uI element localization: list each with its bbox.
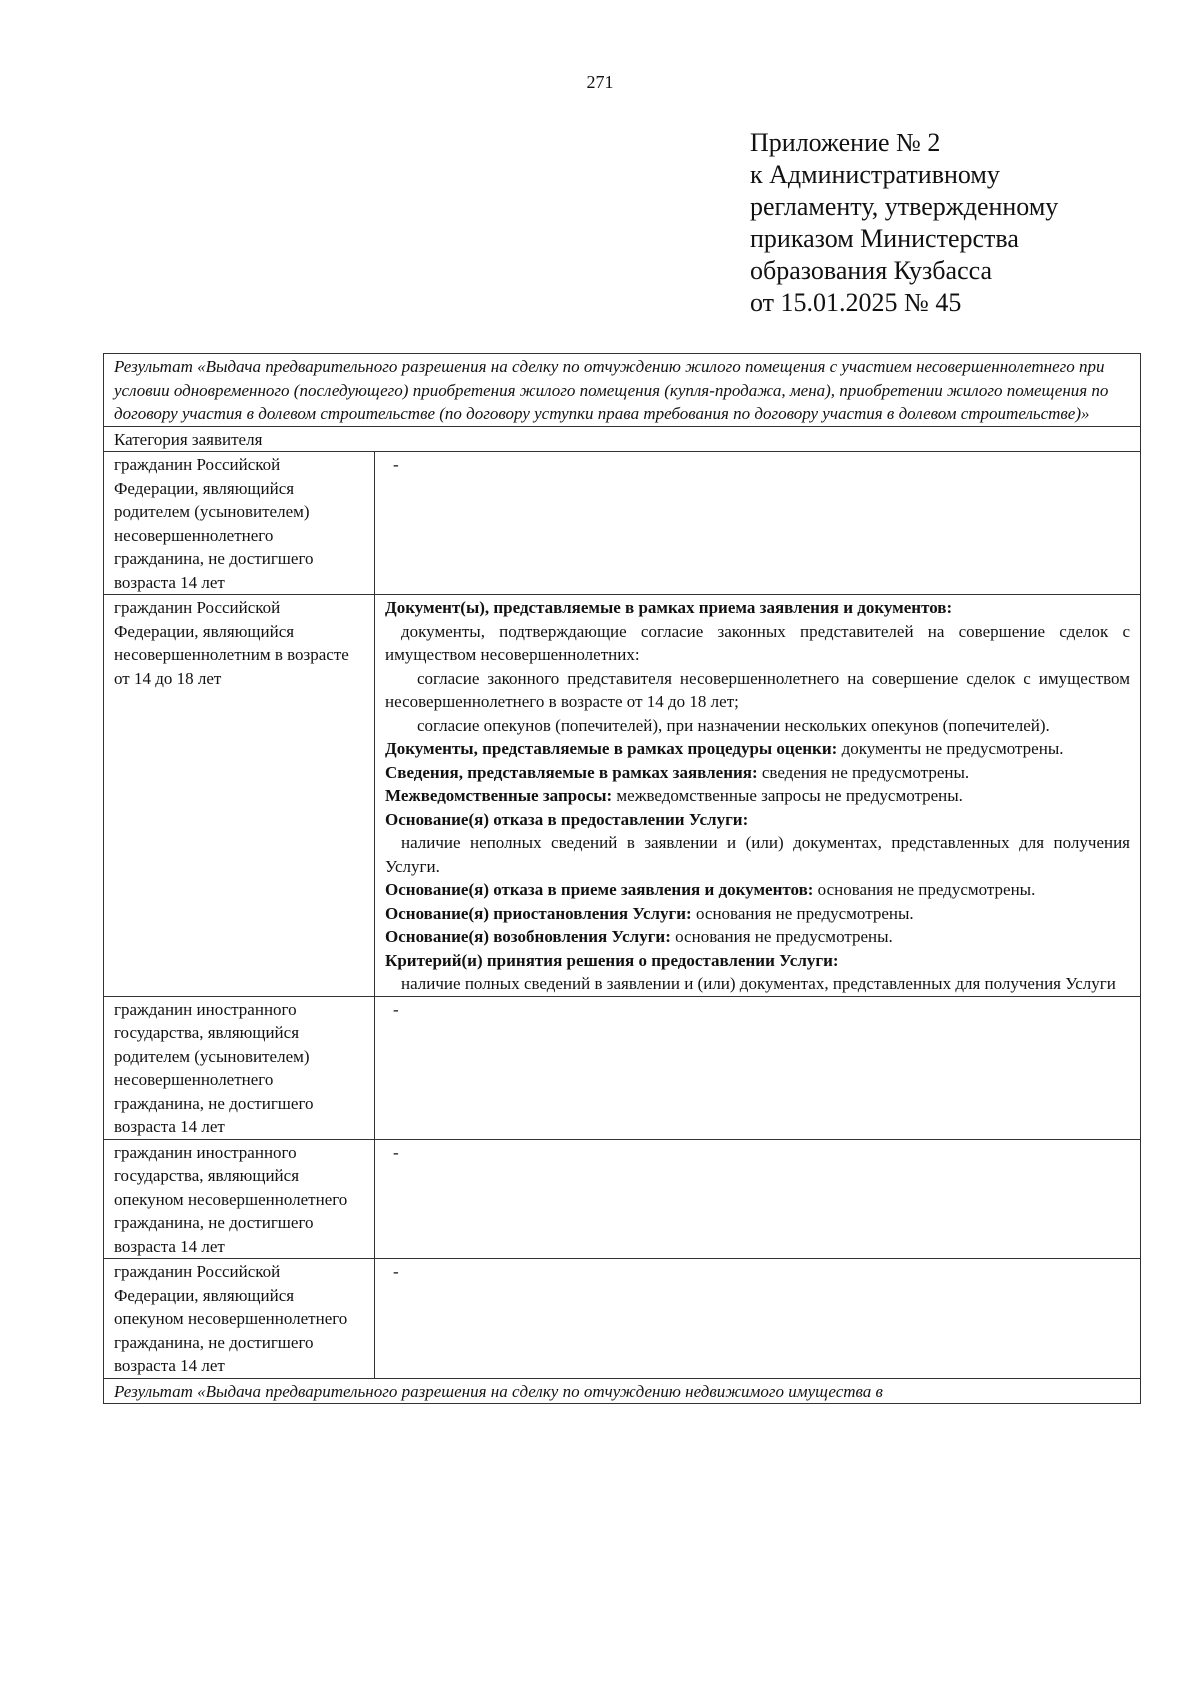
resume-label: Основание(я) возобновления Услуги: — [385, 927, 671, 946]
docs-intro: документы, подтверждающие согласие законных представителей на совершение сделок с имуществом несовершеннолетних: — [385, 621, 1130, 664]
refuse-accept-label: Основание(я) отказа в приеме заявления и документов: — [385, 880, 814, 899]
criteria-text: наличие полных сведений в заявлении и (или) документах, представленных для получения Услуги — [401, 974, 1116, 993]
empty-value-dash: - — [393, 999, 399, 1019]
applicant-category: гражданин Российской Федерации, являющийся опекуном несовершеннолетнего гражданина, не достигшего возраста 14 лет — [104, 1259, 375, 1379]
appendix-line: к Административному — [750, 160, 1000, 189]
docs-item: согласие законного представителя несовершеннолетнего на совершение сделок с имуществом несовершеннолетнего в возрасте от 14 до 18 лет; — [385, 668, 1130, 711]
category-header: Категория заявителя — [104, 426, 1141, 452]
applicant-value — [375, 452, 1141, 595]
inter-text: межведомственные запросы не предусмотрены. — [612, 786, 963, 805]
refuse-service-label: Основание(я) отказа в предоставлении Услуги: — [385, 809, 749, 829]
interdepartmental-requests — [385, 784, 1130, 808]
appendix-line: от 15.01.2025 № 45 — [750, 288, 962, 317]
regulation-table — [103, 353, 1141, 1404]
refuse-accept — [385, 878, 1130, 902]
empty-value-dash: - — [393, 1262, 399, 1281]
applicant-value — [375, 1259, 1141, 1379]
appendix-header — [750, 127, 1170, 319]
info-text: сведения не предусмотрены. — [757, 762, 970, 782]
applicant-value — [375, 996, 1141, 1139]
result-footer: Результат «Выдача предварительного разрешения на сделку по отчуждению недвижимого имущества в — [104, 1378, 1141, 1404]
appendix-line: образования Кузбасса — [750, 256, 993, 285]
table-row — [104, 1259, 1141, 1379]
table-row — [104, 452, 1141, 595]
result-footer-row — [104, 1378, 1141, 1404]
eval-docs — [385, 737, 1130, 761]
applicant-category: гражданин иностранного государства, являющийся родителем (усыновителем) несовершеннолетнего гражданина, не достигшего возраста 14 лет — [104, 996, 375, 1139]
table-row — [104, 595, 1141, 997]
empty-value-dash: - — [393, 1142, 399, 1162]
refuse-service-text: наличие неполных сведений в заявлении и (или) документах, представленных для получения Услуги. — [385, 833, 1130, 876]
criteria-label: Критерий(и) принятия решения о предоставлении Услуги: — [385, 950, 839, 970]
suspend-text: основания не предусмотрены. — [691, 903, 914, 923]
applicant-category: гражданин иностранного государства, являющийся опекуном несовершеннолетнего гражданина, не достигшего возраста 14 лет — [104, 1139, 375, 1259]
inter-label: Межведомственные запросы: — [385, 786, 613, 805]
applicant-category: гражданин Российской Федерации, являющийся родителем (усыновителем) несовершеннолетнего гражданина, не достигшего возраста 14 лет — [104, 452, 375, 595]
info-docs — [385, 761, 1130, 785]
applicant-value — [375, 1139, 1141, 1259]
page-number: 271 — [586, 72, 614, 92]
table-row — [104, 996, 1141, 1139]
service-details — [375, 595, 1141, 997]
docs-item: согласие опекунов (попечителей), при назначении нескольких опекунов (попечителей). — [417, 715, 1050, 735]
eval-text: документы не предусмотрены. — [837, 739, 1064, 758]
resume-text: основания не предусмотрены. — [670, 927, 893, 946]
category-header-row — [104, 426, 1141, 452]
refuse-accept-text: основания не предусмотрены. — [813, 880, 1036, 899]
appendix-line: регламенту, утвержденному — [750, 192, 1059, 221]
suspend-label: Основание(я) приостановления Услуги: — [385, 903, 692, 923]
appendix-line: приказом Министерства — [750, 224, 1019, 253]
result-header-row — [104, 354, 1141, 427]
docs-title: Документ(ы), представляемые в рамках приема заявления и документов: — [385, 598, 953, 617]
table-row — [104, 1139, 1141, 1259]
applicant-category: гражданин Российской Федерации, являющийся несовершеннолетним в возрасте от 14 до 18 лет — [104, 595, 375, 997]
suspend — [385, 902, 1130, 926]
resume — [385, 925, 1130, 949]
eval-label: Документы, представляемые в рамках процедуры оценки: — [385, 739, 838, 758]
info-label: Сведения, представляемые в рамках заявления: — [385, 762, 758, 782]
result-header: Результат «Выдача предварительного разрешения на сделку по отчуждению жилого помещения с участием несовершеннолетнего при условии одновременного (последующего) приобретения жилого помещения (купля-продажа, мена), приобретении жилого помещения по договору участия в долевом строительстве (по договору уступки права требования по договору участия в долевом строительстве)» — [104, 354, 1141, 427]
empty-value-dash: - — [393, 455, 399, 474]
appendix-line: Приложение № 2 — [750, 128, 941, 157]
